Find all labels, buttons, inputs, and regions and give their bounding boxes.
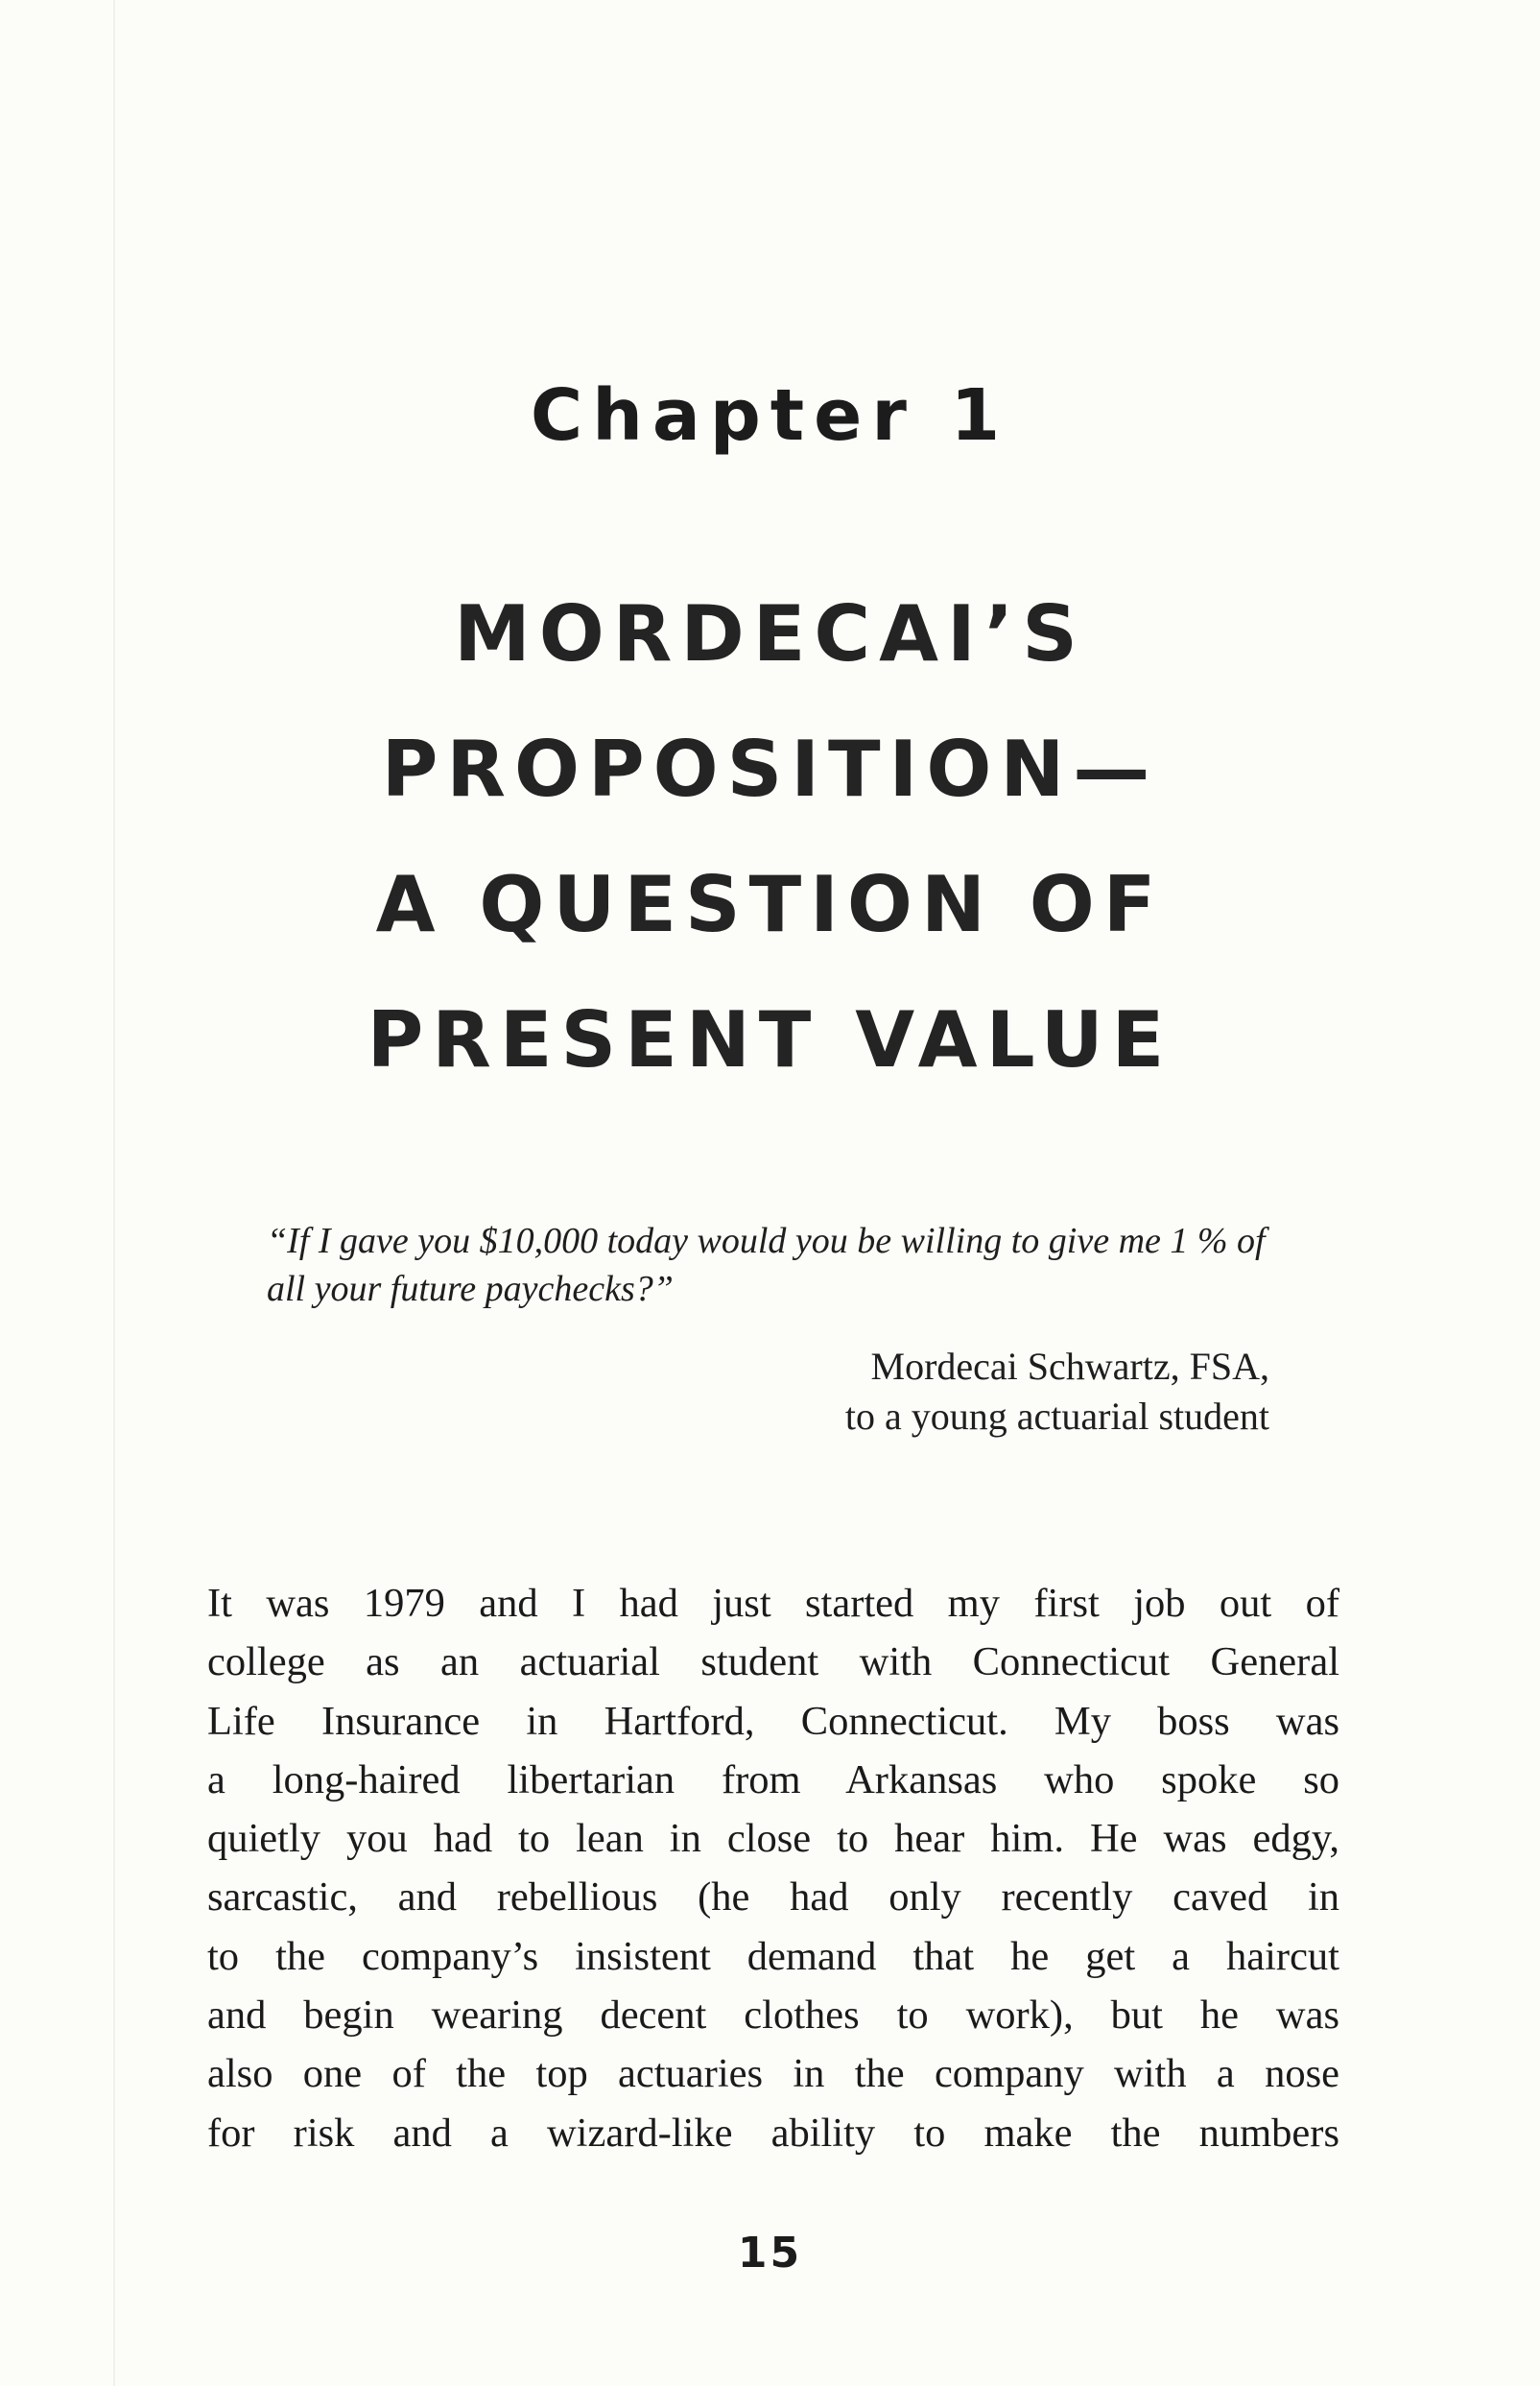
body-line: for risk and a wizard-like ability to make the numbers	[207, 2110, 1339, 2156]
body-line: sarcastic, and rebellious (he had only recently caved in	[207, 1874, 1339, 1921]
epigraph-attribution	[845, 1342, 1269, 1442]
chapter-label: Chapter 1	[530, 374, 1010, 457]
attribution-line: to a young actuarial student	[844, 1395, 1269, 1438]
chapter-title	[0, 566, 1540, 1108]
page-number: 15	[737, 2229, 803, 2278]
body-paragraph	[207, 1574, 1339, 2162]
chapter-title-line: A QUESTION OF	[375, 860, 1165, 949]
chapter-title-line: PROPOSITION—	[381, 725, 1159, 814]
body-line: a long-haired libertarian from Arkansas who spoke so	[207, 1756, 1339, 1802]
body-line: college as an actuarial student with Connecticut General	[207, 1639, 1339, 1685]
body-line: It was 1979 and I had just started my first job out of	[207, 1581, 1339, 1626]
body-line: and begin wearing decent clothes to work), but he was	[207, 1992, 1339, 2039]
body-line: quietly you had to lean in close to hear him. He was edgy,	[207, 1816, 1339, 1862]
chapter-title-line: MORDECAI’S	[454, 589, 1086, 679]
chapter-title-line: PRESENT VALUE	[367, 995, 1173, 1085]
attribution-line: Mordecai Schwartz, FSA,	[870, 1345, 1269, 1388]
body-line: to the company’s insistent demand that he get a haircut	[207, 1933, 1339, 1979]
epigraph-quote: “If I gave you $10,000 today would you be willing to give me 1 % of all your future paychecks?”	[267, 1221, 1266, 1309]
body-line: also one of the top actuaries in the company with a nose	[207, 2051, 1339, 2097]
page-gutter-shadow	[113, 0, 115, 2386]
body-line: Life Insurance in Hartford, Connecticut. My boss was	[207, 1698, 1339, 1744]
